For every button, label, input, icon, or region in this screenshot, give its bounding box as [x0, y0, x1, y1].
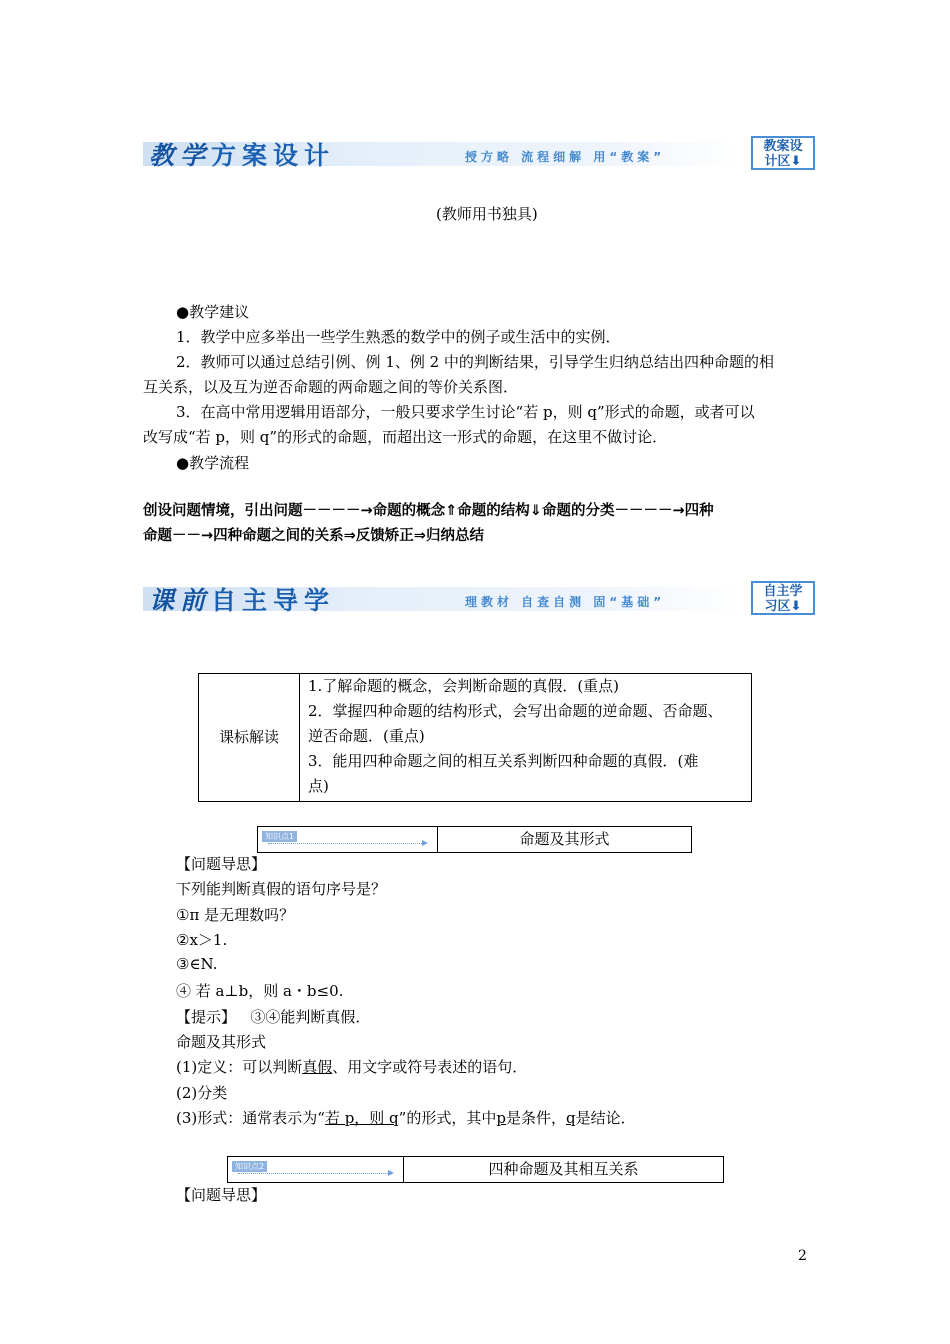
question-heading-2: 【问题导思】	[176, 1186, 267, 1204]
page-number: 2	[798, 1248, 807, 1264]
arrow-icon	[268, 843, 426, 844]
concept-title: 命题及其形式	[176, 1033, 267, 1051]
knowledge-point-tag-cell	[258, 827, 438, 852]
section-banner-teaching-design	[143, 136, 815, 172]
concept-classification: (2)分类	[176, 1084, 228, 1102]
banner-title: 课前自主导学	[149, 586, 336, 615]
flow-heading: ●教学流程	[176, 454, 250, 472]
flow-line-1: 创设问题情境，引出问题－－－－→命题的概念⇑命题的结构⇓命题的分类－－－－→四种	[143, 503, 714, 519]
standards-header: 课标解读	[199, 674, 300, 802]
banner-slogan: 理教材 自查自测 固“基础”	[465, 595, 666, 609]
concept-definition: (1)定义：可以判断真假、用文字或符号表述的语句．	[176, 1058, 528, 1076]
knowledge-point-tag-cell	[228, 1157, 404, 1182]
standards-content: 1.了解命题的概念，会判断命题的真假．(重点) 2．掌握四种命题的结构形式，会写出命题的逆命题、否命题、 逆否命题．(重点) 3．能用四种命题之间的相互关系判断四种命题的真假．(难 点)	[300, 674, 752, 802]
knowledge-point-2-header	[227, 1156, 724, 1183]
question-heading: 【问题导思】	[176, 855, 267, 873]
hint: 【提示】 ③④能判断真假．	[176, 1008, 371, 1026]
knowledge-point-title: 命题及其形式	[519, 830, 610, 848]
curriculum-standards-table	[198, 673, 752, 802]
question-prompt: 下列能判断真假的语句序号是？	[176, 880, 387, 898]
advice-item-1: 1．教学中应多举出一些学生熟悉的数学中的例子或生活中的实例．	[176, 328, 621, 346]
knowledge-point-1-header	[257, 826, 692, 853]
advice-item-2-line-1: 2．教师可以通过总结引例、例 1、例 2 中的判断结果，引导学生归纳总结出四种命题的相	[176, 353, 774, 371]
blank-answer: q	[565, 1109, 576, 1127]
banner-slogan: 授方略 流程细解 用“教案”	[465, 150, 666, 164]
advice-heading: ●教学建议	[176, 303, 250, 321]
blank-answer: 真假	[302, 1058, 333, 1076]
teacher-note: (教师用书独具)	[436, 205, 538, 223]
arrow-icon	[238, 1173, 392, 1174]
option-1: ①π 是无理数吗？	[176, 906, 295, 924]
option-4: ④ 若 a⊥b，则 a・b≤0.	[176, 982, 344, 1000]
zone-label: 自主学 习区⬇	[751, 581, 815, 615]
blank-answer: 若 p，则 q	[324, 1109, 399, 1127]
concept-form: (3)形式：通常表示为“若 p，则 q”的形式，其中p是条件，q是结论．	[176, 1109, 636, 1127]
knowledge-point-tag: 知识点1	[262, 831, 297, 842]
banner-title: 教学方案设计	[149, 141, 336, 170]
knowledge-point-tag: 知识点2	[232, 1161, 267, 1172]
flow-line-2: 命题－－→四种命题之间的关系⇒反馈矫正⇒归纳总结	[143, 528, 484, 544]
advice-item-3-line-2: 改写成“若 p，则 q”的形式的命题，而超出这一形式的命题，在这里不做讨论．	[143, 428, 668, 446]
knowledge-point-title: 四种命题及其相互关系	[488, 1160, 639, 1178]
section-banner-self-study	[143, 581, 815, 617]
blank-answer: p	[496, 1109, 506, 1127]
zone-label: 教案设 计区⬇	[751, 136, 815, 170]
option-3: ③∈N.	[176, 955, 218, 973]
advice-item-2-line-2: 互关系，以及互为逆否命题的两命题之间的等价关系图．	[143, 378, 519, 396]
advice-item-3-line-1: 3．在高中常用逻辑用语部分，一般只要求学生讨论“若 p，则 q”形式的命题，或者可以	[176, 403, 755, 421]
option-2: ②x＞1.	[176, 931, 228, 949]
